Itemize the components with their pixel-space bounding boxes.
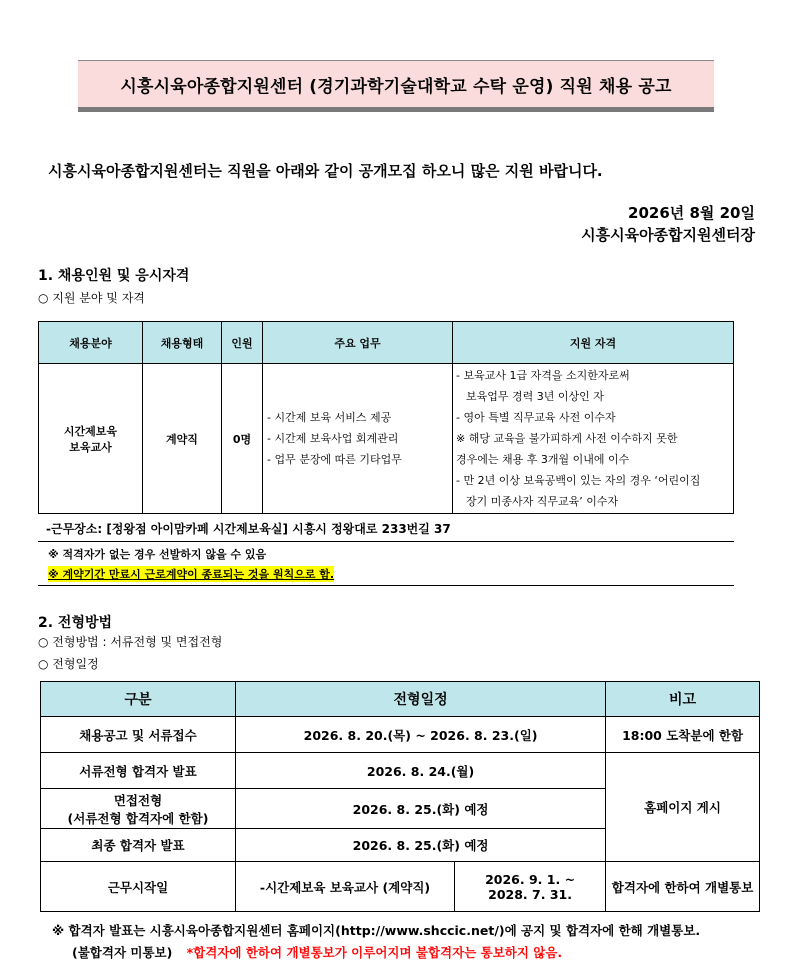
workplace: -근무장소: [정왕점 아이맘카페 시간제보육실] 시흥시 정왕대로 233번길 37 — [46, 522, 451, 536]
section1-heading: 1. 채용인원 및 응시자격 — [38, 268, 190, 284]
recruitment-table — [38, 321, 734, 514]
row-date — [455, 862, 606, 912]
footnote-black: (불합격자 미통보) — [72, 945, 173, 960]
field-cell — [39, 364, 143, 514]
row-note: 합격자에 한하여 개별통보 — [606, 862, 760, 912]
header-schedule: 전형일정 — [236, 682, 606, 717]
label-line: (서류전형 합격자에 한함) — [67, 810, 209, 826]
row-label: 최종 합격자 발표 — [41, 829, 236, 862]
type-cell: 계약직 — [143, 364, 222, 514]
header-qualifications: 지원 자격 — [453, 322, 734, 364]
header-field: 채용분야 — [39, 322, 143, 364]
duties-cell — [263, 364, 453, 514]
qual-line: 보육업무 경력 3년 이상인 자 — [466, 390, 604, 403]
divider — [38, 585, 734, 586]
row-label: 서류전형 합격자 발표 — [41, 753, 236, 789]
title-banner — [78, 60, 714, 112]
row-label: 근무시작일 — [41, 862, 236, 912]
intro-text: 시흥시육아종합지원센터는 직원을 아래와 같이 공개모집 하오니 많은 지원 바랍니다. — [48, 162, 603, 180]
count-cell: 0명 — [222, 364, 263, 514]
note-contract: ※ 계약기간 만료시 근로계약이 종료되는 것을 원칙으로 함. — [48, 568, 335, 581]
header-count: 인원 — [222, 322, 263, 364]
table-header-row — [39, 322, 734, 364]
table-row — [41, 862, 760, 912]
note-no-candidate: ※ 적격자가 없는 경우 선발하지 않을 수 있음 — [48, 548, 267, 561]
issuer: 시흥시육아종합지원센터장 — [581, 226, 755, 244]
label-line: 면접전형 — [113, 792, 163, 808]
qual-line: - 만 2년 이상 보육공백이 있는 자의 경우 ‘어린이집 — [456, 474, 701, 487]
qual-line: 경우에는 채용 후 3개월 이내에 이수 — [456, 453, 630, 466]
header-type: 채용형태 — [143, 322, 222, 364]
row-date: 2026. 8. 20.(목) ~ 2026. 8. 23.(일) — [236, 717, 606, 753]
footnote: ※ 합격자 발표는 시흥시육아종합지원센터 홈페이지(http://www.shccic.net/)에 공지 및 합격자에 한해 개별통보. — [52, 923, 701, 938]
footnote-2 — [72, 943, 562, 961]
header-category: 구분 — [41, 682, 236, 717]
duty-item: - 시간제 보육 서비스 제공 — [267, 411, 392, 424]
row-label: 채용공고 및 서류접수 — [41, 717, 236, 753]
table-row — [41, 753, 760, 789]
section1-sub: ○ 지원 분야 및 자격 — [38, 291, 145, 305]
schedule-label: ○ 전형일정 — [38, 657, 99, 671]
divider — [38, 541, 734, 542]
row-note: 18:00 도착분에 한함 — [606, 717, 760, 753]
merged-note: 홈페이지 게시 — [606, 753, 760, 862]
section2-heading: 2. 전형방법 — [38, 615, 113, 631]
notice-date: 2026년 8월 20일 — [628, 204, 755, 222]
date-line: 2028. 7. 31. — [488, 886, 572, 902]
header-duties: 주요 업무 — [263, 322, 453, 364]
field-line2: 보육교사 — [69, 440, 112, 454]
header-remarks: 비고 — [606, 682, 760, 717]
table-header-row — [41, 682, 760, 717]
page-title: 시흥시육아종합지원센터 (경기과학기술대학교 수탁 운영) 직원 채용 공고 — [120, 76, 672, 97]
method-text: ○ 전형방법 : 서류전형 및 면접전형 — [38, 635, 223, 649]
row-label — [41, 789, 236, 829]
field-line1: 시간제보육 — [63, 424, 118, 438]
table-row — [39, 364, 734, 514]
row-date: 2026. 8. 25.(화) 예정 — [236, 829, 606, 862]
duty-item: - 시간제 보육사업 회계관리 — [267, 432, 399, 445]
qualifications-cell — [453, 364, 734, 514]
qual-line: - 보육교사 1급 자격을 소지한자로써 — [456, 369, 630, 382]
duty-item: - 업무 분장에 따른 기타업무 — [267, 453, 402, 466]
qual-line: - 영아 특별 직무교육 사전 이수자 — [456, 411, 616, 424]
table-row — [41, 717, 760, 753]
qual-line: ※ 해당 교육을 불가피하게 사전 이수하지 못한 — [456, 432, 678, 445]
footnote-red: *합격자에 한하여 개별통보가 이루어지며 불합격자는 통보하지 않음. — [186, 945, 563, 960]
row-date: 2026. 8. 24.(월) — [236, 753, 606, 789]
row-position: -시간제보육 보육교사 (계약직) — [236, 862, 455, 912]
date-line: 2026. 9. 1. ~ — [485, 871, 576, 887]
schedule-table — [40, 681, 760, 912]
qual-line: 장기 미종사자 직무교육’ 이수자 — [466, 495, 619, 508]
row-date: 2026. 8. 25.(화) 예정 — [236, 789, 606, 829]
